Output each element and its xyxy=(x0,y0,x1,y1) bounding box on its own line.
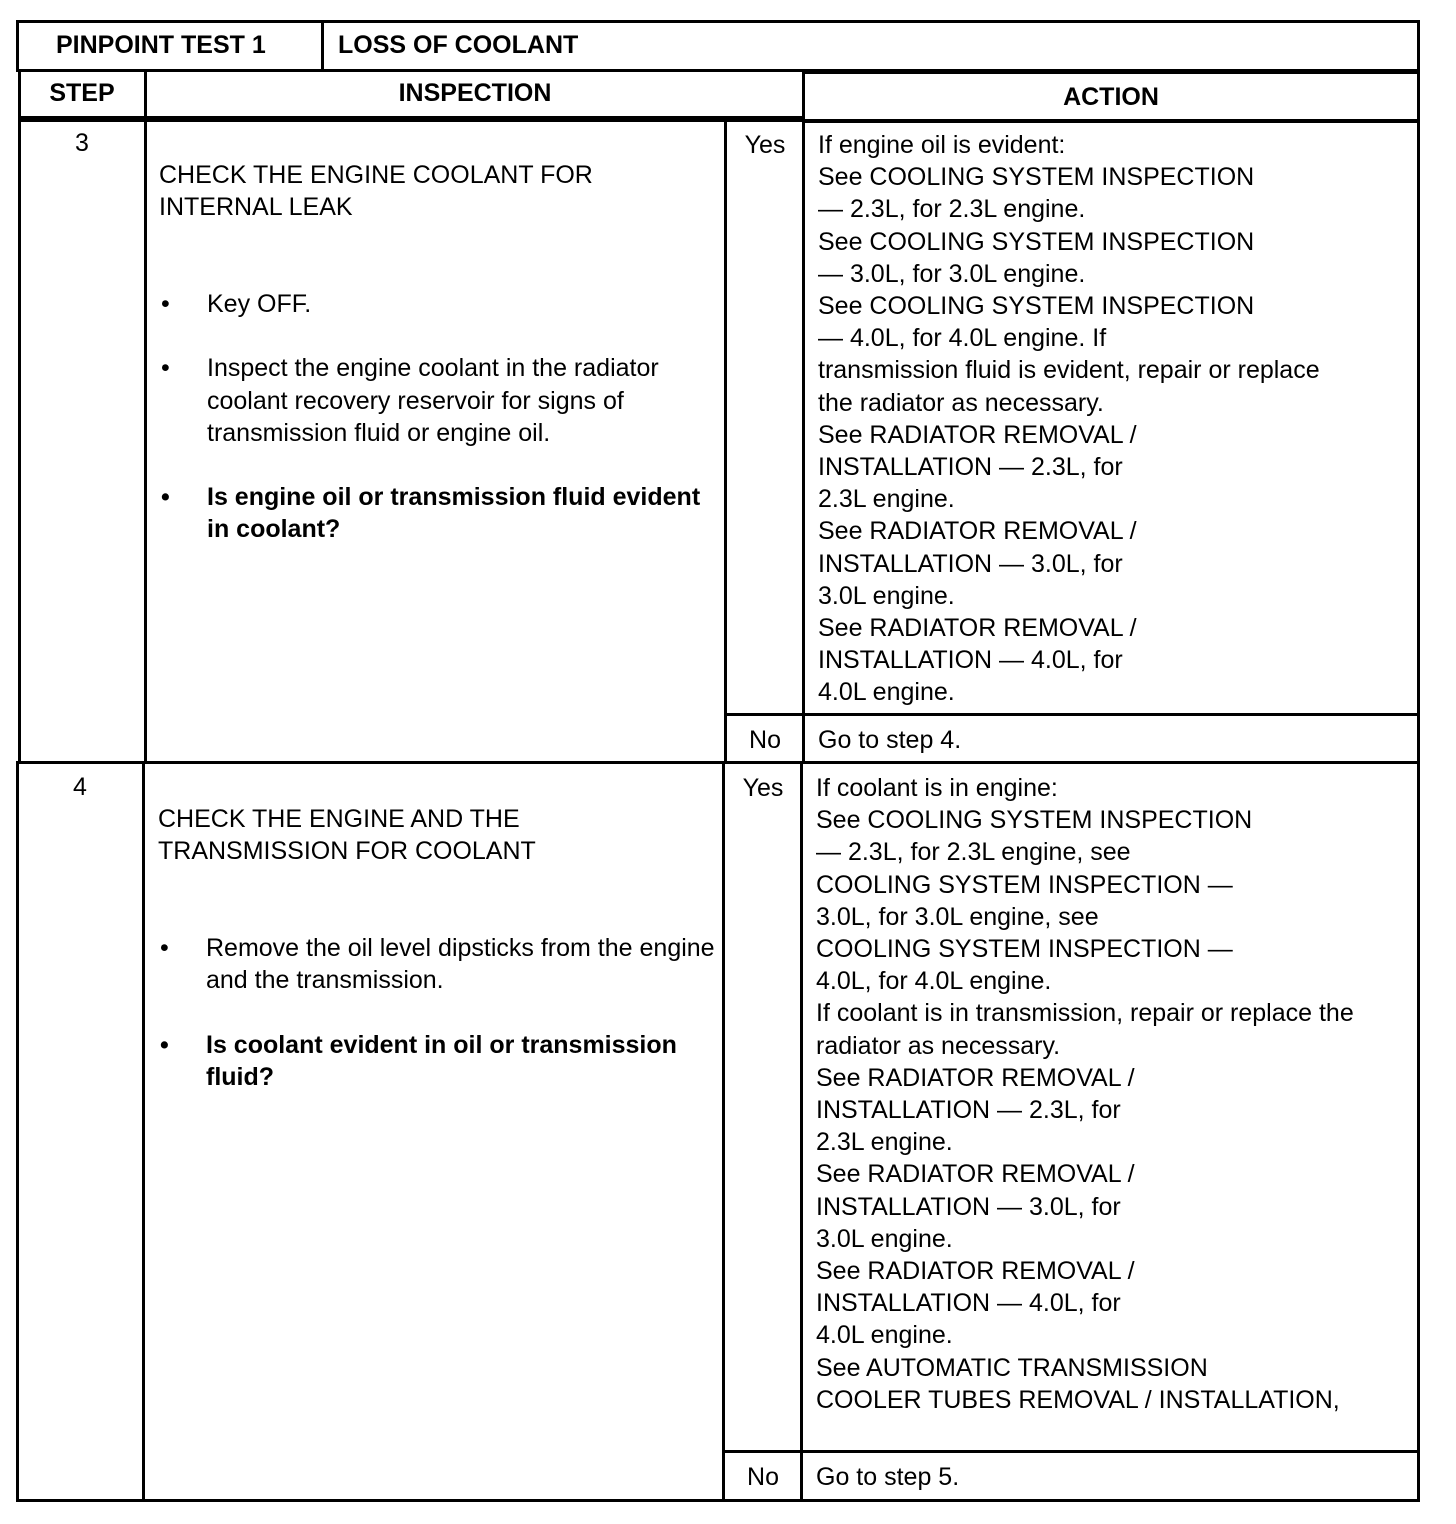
pinpoint-test-title: LOSS OF COOLANT xyxy=(338,31,579,59)
step-3-no-action: Go to step 4. xyxy=(818,726,962,754)
list-item: • Key OFF. xyxy=(159,288,719,320)
step-4-yes-label: Yes xyxy=(742,774,784,802)
step-3-yes-label: Yes xyxy=(744,131,786,159)
step-3-inspection xyxy=(159,127,719,610)
step-4-bullets xyxy=(158,900,720,1125)
step-4-question: • Is coolant evident in oil or transmission fluid? xyxy=(158,1029,720,1093)
step-3-title: CHECK THE ENGINE COOLANT FOR INTERNAL LEAK xyxy=(159,161,593,222)
step-3-question: • Is engine oil or transmission fluid evident in coolant? xyxy=(159,481,719,545)
step-4-no-label: No xyxy=(747,1463,779,1491)
list-item: • Remove the oil level dipsticks from the engine and the transmission. xyxy=(158,932,720,996)
list-item: • Inspect the engine coolant in the radiator coolant recovery reservoir for signs of transmission fluid or engine oil. xyxy=(159,352,719,449)
pinpoint-test-label: PINPOINT TEST 1 xyxy=(56,31,266,59)
step-4-inspection xyxy=(158,771,720,1157)
step-3-no-label: No xyxy=(749,726,781,754)
step-4-title: CHECK THE ENGINE AND THE TRANSMISSION FOR COOLANT xyxy=(158,805,536,866)
column-header-action: ACTION xyxy=(1063,83,1159,111)
column-header-step: STEP xyxy=(49,79,115,107)
step-4-number: 4 xyxy=(73,773,87,801)
step-4-no-action: Go to step 5. xyxy=(816,1463,960,1491)
step-3-number: 3 xyxy=(75,129,89,157)
column-header-inspection: INSPECTION xyxy=(398,79,552,107)
step-4-yes-action: If coolant is in engine: See COOLING SYSTEM INSPECTION — 2.3L, for 2.3L engine, see COOLING SYSTEM INSPECTION — 3.0L, for 3.0L engine, see COOLING SYSTEM INSPECTION — 4.0L, for 4.0L engine. If coolant is in transmission, repair or replace the radiator as necessary. See RADIATOR REMOVAL / INSTALLATION — 2.3L, for 2.3L engine. See RADIATOR REMOVAL / INSTALLATION — 3.0L, for 3.0L engine. See RADIATOR REMOVAL / INSTALLATION — 4.0L, for 4.0L engine. See AUTOMATIC TRANSMISSION COOLER TUBES REMOVAL / INSTALLATION, xyxy=(816,774,1354,1414)
step-3-yes-action: If engine oil is evident: See COOLING SYSTEM INSPECTION — 2.3L, for 2.3L engine. See COOLING SYSTEM INSPECTION — 3.0L, for 3.0L engine. See COOLING SYSTEM INSPECTION — 4.0L, for 4.0L engine. If transmission fluid is evident, repair or replace the radiator as necessary. See RADIATOR REMOVAL / INSTALLATION — 2.3L, for 2.3L engine. See RADIATOR REMOVAL / INSTALLATION — 3.0L, for 3.0L engine. See RADIATOR REMOVAL / INSTALLATION — 4.0L, for 4.0L engine. xyxy=(818,131,1320,707)
step-3-bullets xyxy=(159,256,719,578)
